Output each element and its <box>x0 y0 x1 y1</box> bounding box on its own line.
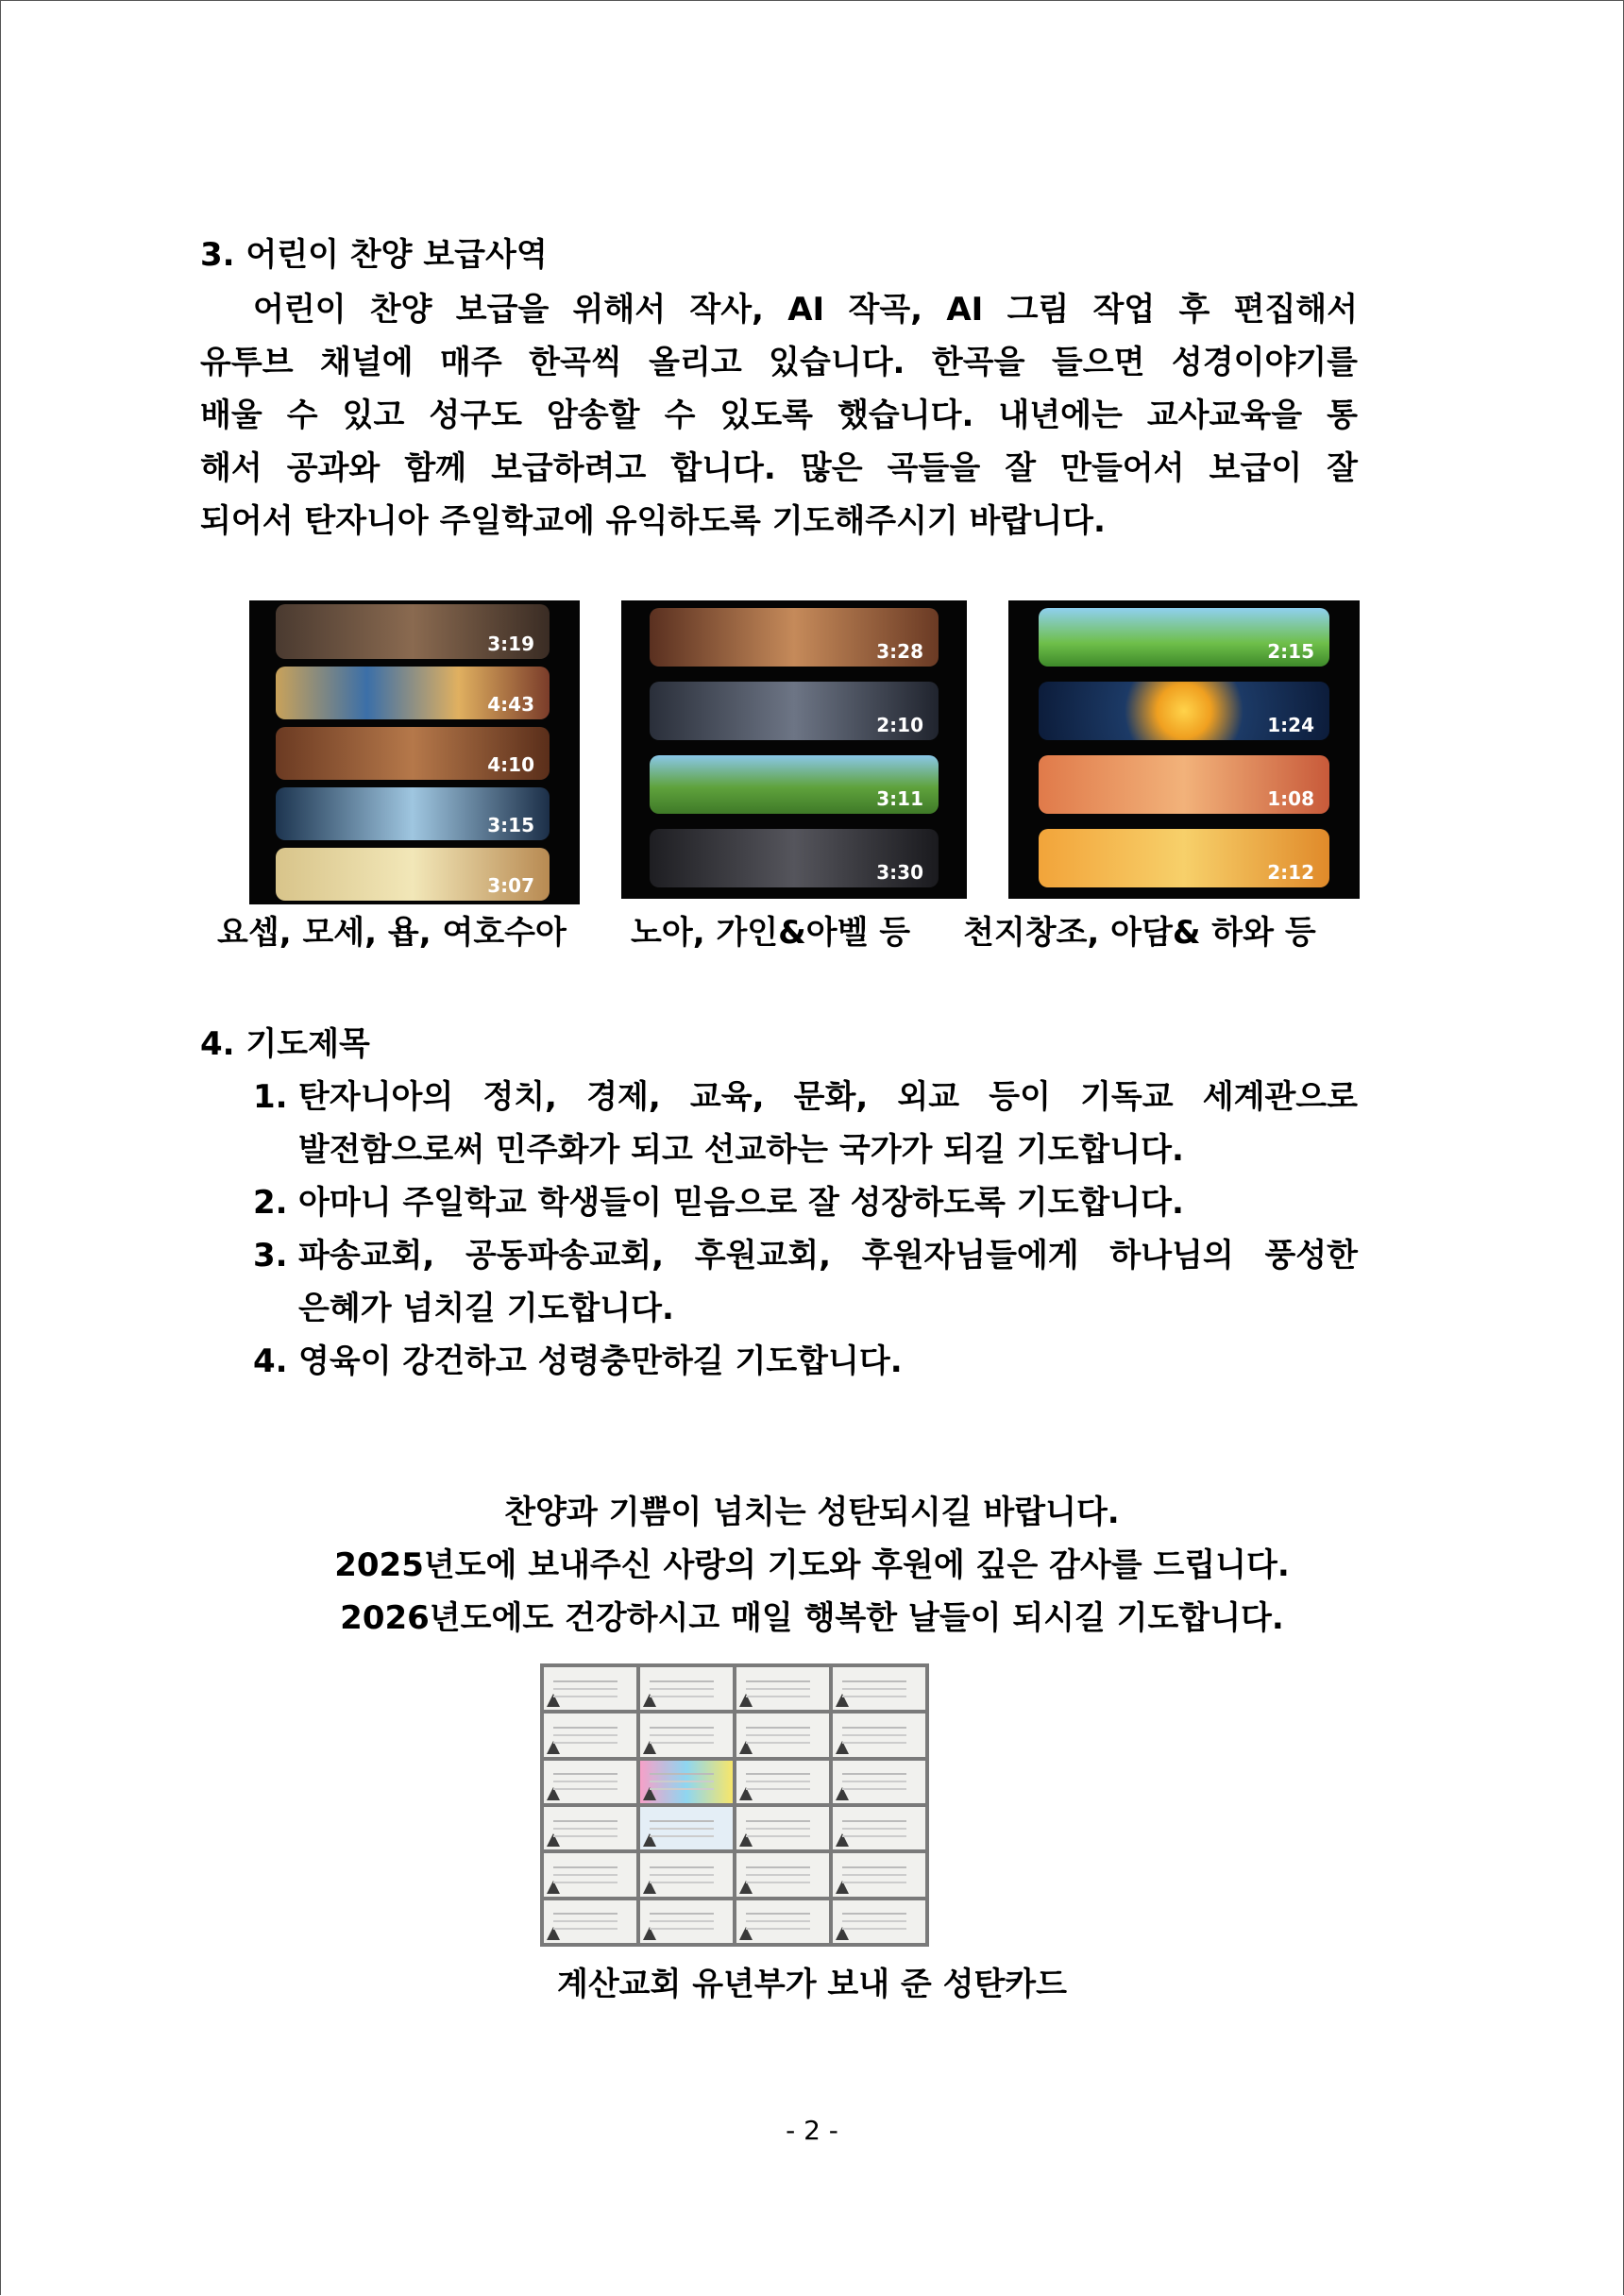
video-duration: 4:43 <box>487 693 534 716</box>
prayer-item-3-num: 3. <box>253 1237 288 1275</box>
closing-line-1: 찬양과 기쁨이 넘치는 성탄되시길 바랍니다. <box>504 1494 1120 1531</box>
video-thumbnail <box>276 727 550 780</box>
video-duration: 3:19 <box>487 633 534 655</box>
youtube-screenshot-1 <box>249 600 580 904</box>
section3-line-5: 되어서 탄자니아 주일학교에 유익하도록 기도해주시기 바랍니다. <box>200 502 1106 540</box>
youtube-screenshot-2 <box>621 600 967 899</box>
section3-heading: 3. 어린이 찬양 보급사역 <box>200 236 548 274</box>
video-thumbnail <box>1039 682 1329 740</box>
section3-line-3: 배울 수 있고 성구도 암송할 수 있도록 했습니다. 내년에는 교사교육을 통 <box>200 397 1358 434</box>
video-duration: 4:10 <box>487 753 534 776</box>
video-duration: 3:28 <box>876 640 923 663</box>
video-duration: 2:10 <box>876 714 923 736</box>
closing-line-2: 2025년도에 보내주신 사랑의 기도와 후원에 깊은 감사를 드립니다. <box>334 1546 1290 1584</box>
photo-caption: 계산교회 유년부가 보내 준 성탄카드 <box>556 1966 1067 2003</box>
video-thumbnail <box>650 755 939 814</box>
youtube-screenshot-3 <box>1008 600 1360 899</box>
section3-line-2: 유투브 채널에 매주 한곡씩 올리고 있습니다. 한곡을 들으면 성경이야기를 <box>200 344 1358 381</box>
section3-line-4: 해서 공과와 함께 보급하려고 합니다. 많은 곡들을 잘 만들어서 보급이 잘 <box>200 449 1358 487</box>
prayer-item-2-num: 2. <box>253 1184 288 1222</box>
video-thumbnail <box>276 667 550 719</box>
screenshot-caption-3: 천지창조, 아담& 하와 등 <box>963 914 1316 952</box>
christmas-cards-photo <box>540 1663 929 1947</box>
prayer-item-1-line-1: 탄자니아의 정치, 경제, 교육, 문화, 외교 등이 기독교 세계관으로 <box>298 1078 1358 1116</box>
video-thumbnail <box>650 608 939 667</box>
video-thumbnail <box>276 848 550 901</box>
video-duration: 1:08 <box>1267 787 1314 810</box>
video-duration: 1:24 <box>1267 714 1314 736</box>
video-thumbnail <box>276 604 550 659</box>
prayer-item-4-line-1: 영육이 강건하고 성령충만하길 기도합니다. <box>298 1342 903 1380</box>
section4-heading: 4. 기도제목 <box>200 1025 370 1063</box>
section3-line-1: 어린이 찬양 보급을 위해서 작사, AI 작곡, AI 그림 작업 후 편집해서 <box>253 291 1358 329</box>
video-thumbnail <box>650 829 939 887</box>
prayer-item-1-num: 1. <box>253 1078 288 1116</box>
video-duration: 3:30 <box>876 861 923 884</box>
screenshot-caption-1: 요셉, 모세, 욥, 여호수아 <box>217 914 567 952</box>
page-number: - 2 - <box>786 2115 838 2146</box>
video-thumbnail <box>276 787 550 840</box>
video-duration: 2:12 <box>1267 861 1314 884</box>
video-thumbnail <box>1039 755 1329 814</box>
video-duration: 3:15 <box>487 814 534 836</box>
prayer-item-4-num: 4. <box>253 1342 288 1380</box>
prayer-item-3-line-1: 파송교회, 공동파송교회, 후원교회, 후원자님들에게 하나님의 풍성한 <box>298 1237 1358 1275</box>
video-thumbnail <box>1039 829 1329 887</box>
video-duration: 2:15 <box>1267 640 1314 663</box>
video-duration: 3:07 <box>487 874 534 897</box>
closing-line-3: 2026년도에도 건강하시고 매일 행복한 날들이 되시길 기도합니다. <box>340 1599 1284 1637</box>
video-duration: 3:11 <box>876 787 923 810</box>
screenshot-caption-2: 노아, 가인&아벨 등 <box>631 914 911 952</box>
video-thumbnail <box>1039 608 1329 667</box>
video-thumbnail <box>650 682 939 740</box>
prayer-item-3-line-2: 은혜가 넘치길 기도합니다. <box>298 1290 674 1327</box>
prayer-item-2-line-1: 아마니 주일학교 학생들이 믿음으로 잘 성장하도록 기도합니다. <box>298 1184 1184 1222</box>
prayer-item-1-line-2: 발전함으로써 민주화가 되고 선교하는 국가가 되길 기도합니다. <box>298 1131 1184 1169</box>
